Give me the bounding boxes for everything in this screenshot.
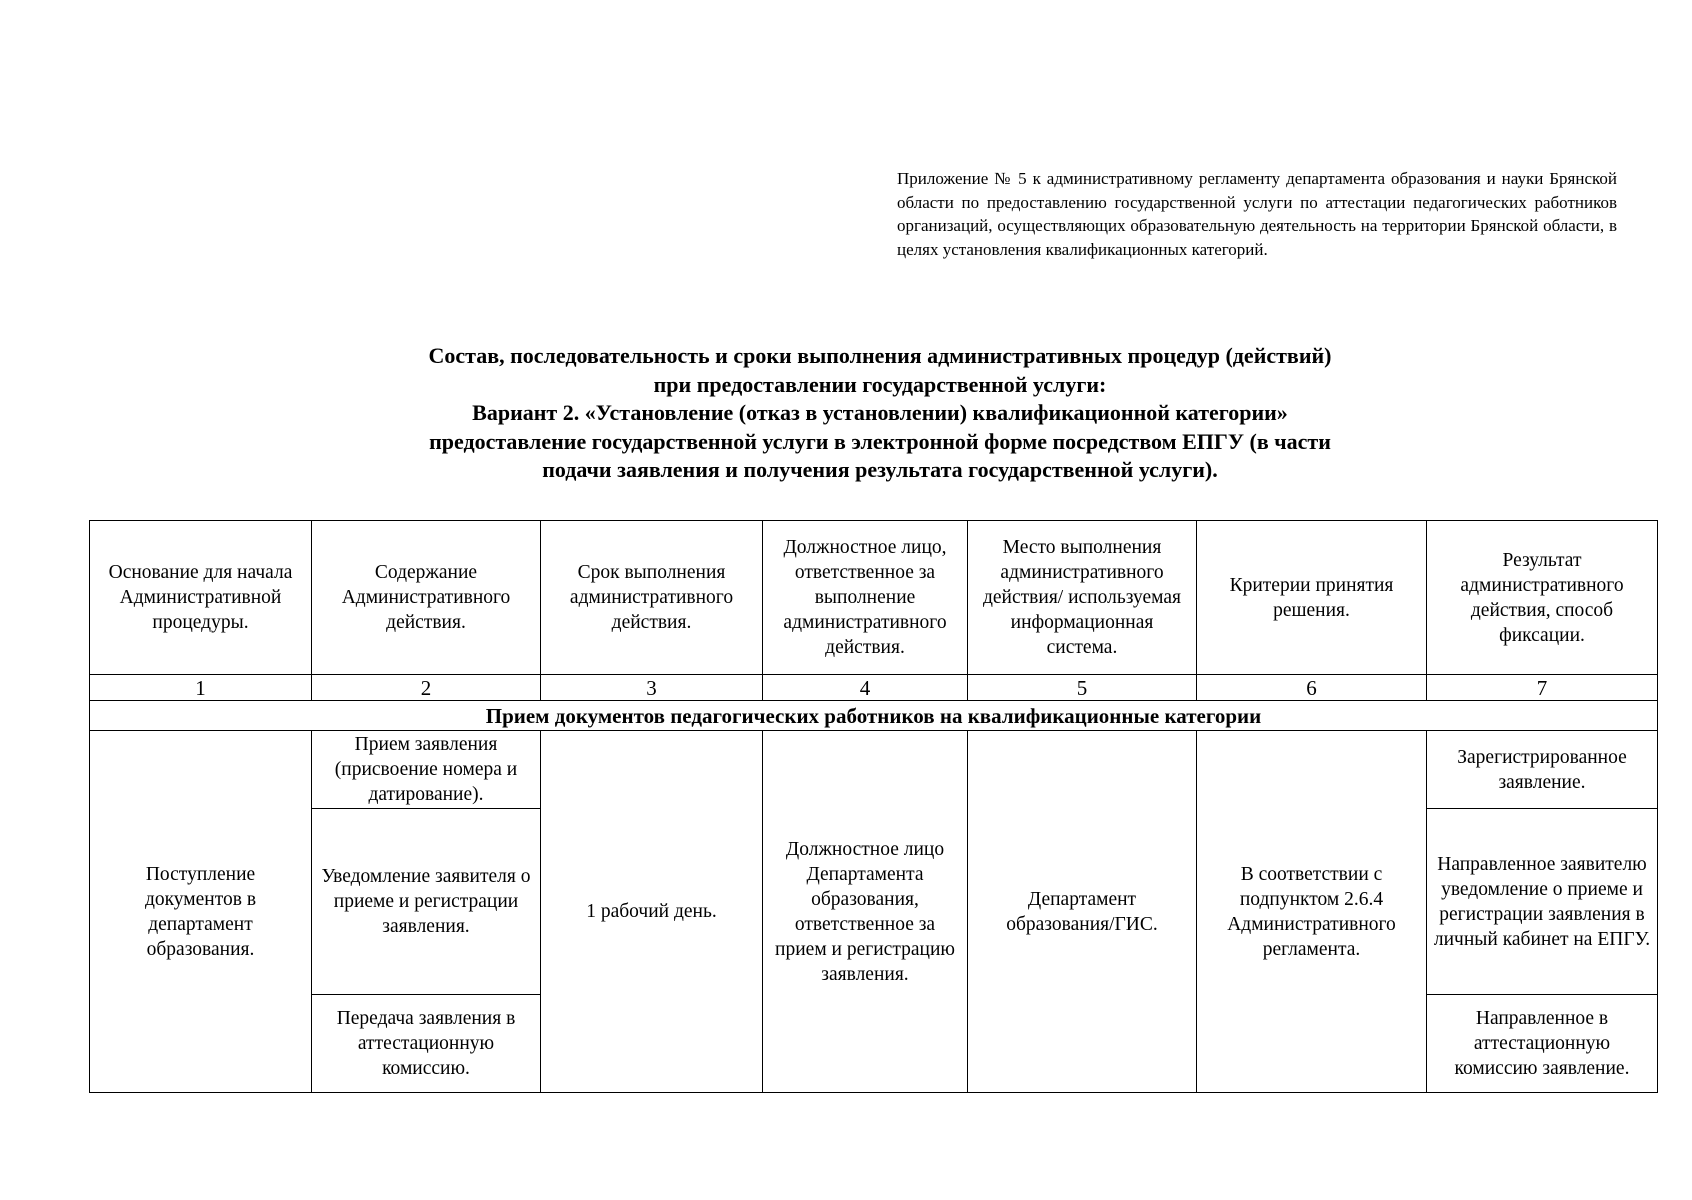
column-number: 4 [763, 675, 968, 701]
column-number: 6 [1197, 675, 1427, 701]
header-cell: Место выполнения административного действия/ используемая информационная система. [968, 521, 1197, 675]
header-cell: Критерии принятия решения. [1197, 521, 1427, 675]
title-line: Состав, последовательность и сроки выполнения административных процедур (действий) [428, 343, 1332, 368]
title-line: подачи заявления и получения результата государственной услуги). [542, 457, 1218, 482]
column-number-row [90, 675, 1658, 701]
section-row [90, 701, 1658, 731]
column-number: 7 [1427, 675, 1658, 701]
header-cell: Содержание Административного действия. [312, 521, 541, 675]
header-cell: Должностное лицо, ответственное за выполнение административного действия. [763, 521, 968, 675]
document-title [300, 342, 1460, 485]
appendix-note: Приложение № 5 к административному регламенту департамента образования и науки Брянской области по предоставлению государственной услуги по аттестации педагогических работников организаций, осуществляющих образовательную деятельность на территории Брянской области, в целях установления квалификационных категорий. [897, 169, 1617, 259]
official-cell: Должностное лицо Департамента образования, ответственное за прием и регистрацию заявления. [763, 731, 968, 1093]
action-cell: Прием заявления (присвоение номера и датирование). [312, 731, 541, 809]
result-cell: Направленное в аттестационную комиссию заявление. [1427, 995, 1658, 1093]
basis-cell: Поступление документов в департамент образования. [90, 731, 312, 1093]
column-number: 3 [541, 675, 763, 701]
criteria-cell: В соответствии с подпунктом 2.6.4 Административного регламента. [1197, 731, 1427, 1093]
header-row [90, 521, 1658, 675]
header-cell: Результат административного действия, способ фиксации. [1427, 521, 1658, 675]
title-line: при предоставлении государственной услуги: [653, 371, 1107, 397]
procedures-table [89, 520, 1658, 1093]
action-cell: Передача заявления в аттестационную комиссию. [312, 995, 541, 1093]
column-number: 1 [90, 675, 312, 701]
term-cell: 1 рабочий день. [541, 731, 763, 1093]
column-number: 5 [968, 675, 1197, 701]
result-cell: Зарегистрированное заявление. [1427, 731, 1658, 809]
result-cell: Направленное заявителю уведомление о приеме и регистрации заявления в личный кабинет на ЕПГУ. [1427, 809, 1658, 995]
header-cell: Срок выполнения административного действия. [541, 521, 763, 675]
place-cell: Департамент образования/ГИС. [968, 731, 1197, 1093]
section-title: Прием документов педагогических работников на квалификационные категории [90, 701, 1658, 731]
title-line: предоставление государственной услуги в электронной форме посредством ЕПГУ (в части [429, 428, 1331, 454]
table-row [90, 731, 1658, 809]
title-line: Вариант 2. «Установление (отказ в установлении) квалификационной категории» [472, 400, 1288, 425]
action-cell: Уведомление заявителя о приеме и регистрации заявления. [312, 809, 541, 995]
header-cell: Основание для начала Административной процедуры. [90, 521, 312, 675]
column-number: 2 [312, 675, 541, 701]
